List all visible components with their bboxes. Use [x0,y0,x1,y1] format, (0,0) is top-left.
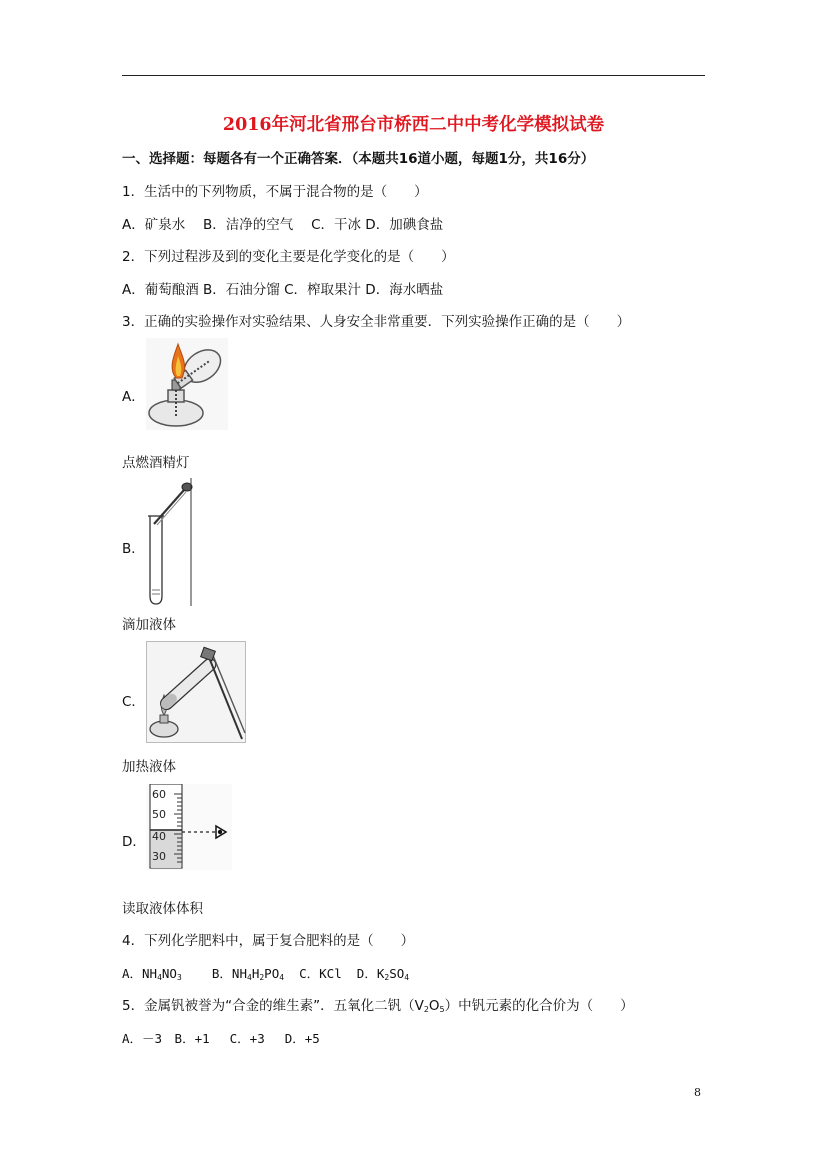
question-2-options: A．葡萄酿酒 B．石油分馏 C．榨取果汁 D．海水晒盐 [122,282,444,298]
cylinder-label-30: 30 [152,850,166,863]
option-c-caption: 加热液体 [122,759,176,775]
option-a-letter: A． [122,389,145,405]
option-d-formula: D．$K_2SO_4$ [356,966,410,982]
question-5-stem: 5．金属钒被誉为“合金的维生素”．五氧化二钒$(V_2O_5)$中钒元素的化合价为（ ） [122,998,634,1014]
section-heading: 一、选择题：每题各有一个正确答案．（本题共16道小题，每题1分，共16分） [122,151,595,167]
option-b-caption: 滴加液体 [122,617,176,633]
question-4-options [122,965,409,987]
question-5-options: A．－3 B．+1 C．+3 D．+5 [122,1031,320,1046]
alcohol-lamp-lighting-figure [146,338,228,430]
question-4-stem: 4．下列化学肥料中，属于复合肥料的是（ ） [122,933,415,949]
graduated-cylinder-figure [146,784,232,870]
header-rule [122,75,705,76]
option-c-letter: C． [122,694,145,710]
page-title: 2016年河北省邢台市桥西二中中考化学模拟试卷 [222,115,605,135]
cylinder-label-50: 50 [152,808,166,821]
question-3-stem: 3．正确的实验操作对实验结果、人身安全非常重要．下列实验操作正确的是（ ） [122,314,631,330]
cylinder-label-40: 40 [152,830,166,843]
heating-liquid-figure [146,641,246,743]
dropper-test-tube-figure [146,478,194,606]
option-a-formula: A．$NH_4NO_3$ [122,966,182,982]
option-d-letter: D． [122,834,146,850]
question-1-stem: 1．生活中的下列物质，不属于混合物的是（ ） [122,184,428,200]
option-d-caption: 读取液体体积 [122,901,203,917]
option-a-caption: 点燃酒精灯 [122,455,190,471]
option-b-formula: B．$NH_4H_2PO_4$ [211,966,285,982]
question-2-stem: 2．下列过程涉及到的变化主要是化学变化的是（ ） [122,249,455,265]
cylinder-label-60: 60 [152,788,166,801]
option-b-letter: B． [122,541,145,557]
option-c-formula: C．KCl [299,966,342,981]
question-1-options: A．矿泉水 B．洁净的空气 C．干冰 D．加碘食盐 [122,217,444,233]
page-number: 8 [694,1086,701,1099]
